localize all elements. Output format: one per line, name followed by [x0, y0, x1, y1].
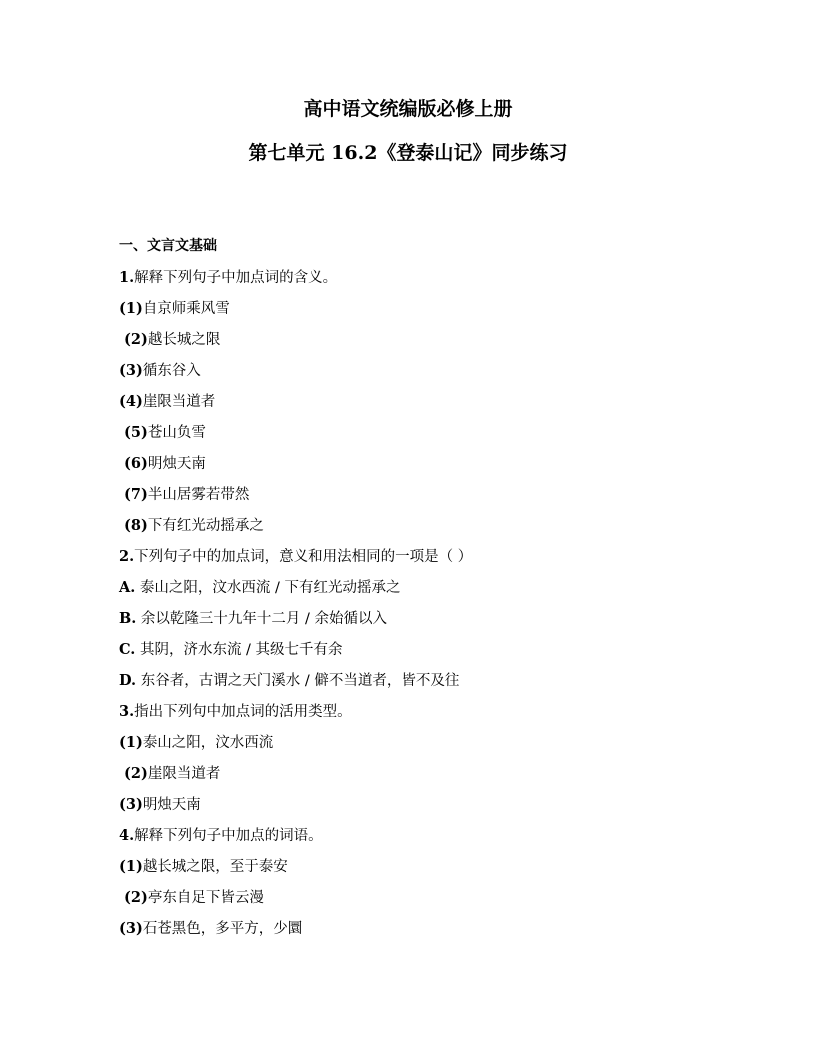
item-text: 苍山负雪	[147, 425, 206, 441]
item-label: C.	[119, 641, 136, 658]
item-text: 明烛天南	[142, 797, 201, 813]
question-line	[119, 795, 719, 826]
document-subtitle: 第七单元 16.2《登泰山记》同步练习	[248, 142, 568, 164]
question-line	[119, 609, 719, 640]
question-line	[119, 733, 719, 764]
item-text: 亭东自足下皆云漫	[147, 890, 264, 906]
question-line	[119, 454, 719, 485]
question-line	[119, 857, 719, 888]
item-label: (1)	[119, 734, 143, 751]
item-label: 3.	[119, 703, 135, 720]
item-label: (4)	[119, 393, 143, 410]
question-line	[119, 299, 719, 330]
item-label: (1)	[119, 300, 143, 317]
question-line	[119, 888, 719, 919]
item-label: 1.	[119, 269, 135, 286]
item-text: 指出下列句中加点词的活用类型。	[134, 704, 352, 720]
question-line	[119, 516, 719, 547]
item-label: 2.	[119, 548, 135, 565]
item-text: 石苍黑色，多平方，少圜	[142, 921, 303, 937]
question-line	[119, 764, 719, 795]
item-label: D.	[119, 672, 137, 689]
question-line	[119, 423, 719, 454]
question-line	[119, 485, 719, 516]
item-label: B.	[119, 610, 137, 627]
item-text: 自京师乘风雪	[142, 301, 230, 317]
item-label: (5)	[119, 424, 148, 441]
item-label: (6)	[119, 455, 148, 472]
question-line	[119, 547, 719, 578]
question-list	[119, 268, 719, 950]
item-text: 余以乾隆三十九年十二月 / 余始循以入	[136, 611, 388, 627]
question-line	[119, 702, 719, 733]
item-text: 越长城之限，至于泰安	[142, 859, 288, 875]
question-line	[119, 268, 719, 299]
item-text: 东谷者，古谓之天门溪水 / 僻不当道者，皆不及往	[136, 673, 460, 689]
item-label: 4.	[119, 827, 135, 844]
item-text: 越长城之限	[147, 332, 221, 348]
item-label: (2)	[119, 889, 148, 906]
item-label: (2)	[119, 765, 148, 782]
item-text: 其阴，济水东流 / 其级七千有余	[135, 642, 343, 658]
item-label: (3)	[119, 796, 143, 813]
item-label: (2)	[119, 331, 148, 348]
item-text: 下有红光动摇承之	[147, 518, 264, 534]
item-label: (3)	[119, 362, 143, 379]
question-line	[119, 361, 719, 392]
item-label: (1)	[119, 858, 143, 875]
item-text: 崖限当道者	[142, 394, 216, 410]
question-line	[119, 671, 719, 702]
question-line	[119, 578, 719, 609]
item-text: 循东谷入	[142, 363, 201, 379]
item-text: 崖限当道者	[147, 766, 221, 782]
item-label: (8)	[119, 517, 148, 534]
question-line	[119, 392, 719, 423]
item-text: 解释下列句子中加点的词语。	[134, 828, 323, 844]
item-text: 下列句子中的加点词，意义和用法相同的一项是（ ）	[134, 549, 473, 565]
question-line	[119, 826, 719, 857]
question-line	[119, 330, 719, 361]
item-text: 泰山之阳，汶水西流 / 下有红光动摇承之	[135, 580, 401, 596]
item-text: 泰山之阳，汶水西流	[142, 735, 274, 751]
question-line	[119, 640, 719, 671]
item-text: 解释下列句子中加点词的含义。	[134, 270, 338, 286]
item-label: A.	[119, 579, 136, 596]
item-text: 明烛天南	[147, 456, 206, 472]
document-title: 高中语文统编版必修上册	[303, 98, 513, 120]
item-label: (7)	[119, 486, 148, 503]
item-text: 半山居雾若带然	[147, 487, 250, 503]
question-line	[119, 919, 719, 950]
section-heading: 一、文言文基础	[119, 238, 217, 254]
item-label: (3)	[119, 920, 143, 937]
